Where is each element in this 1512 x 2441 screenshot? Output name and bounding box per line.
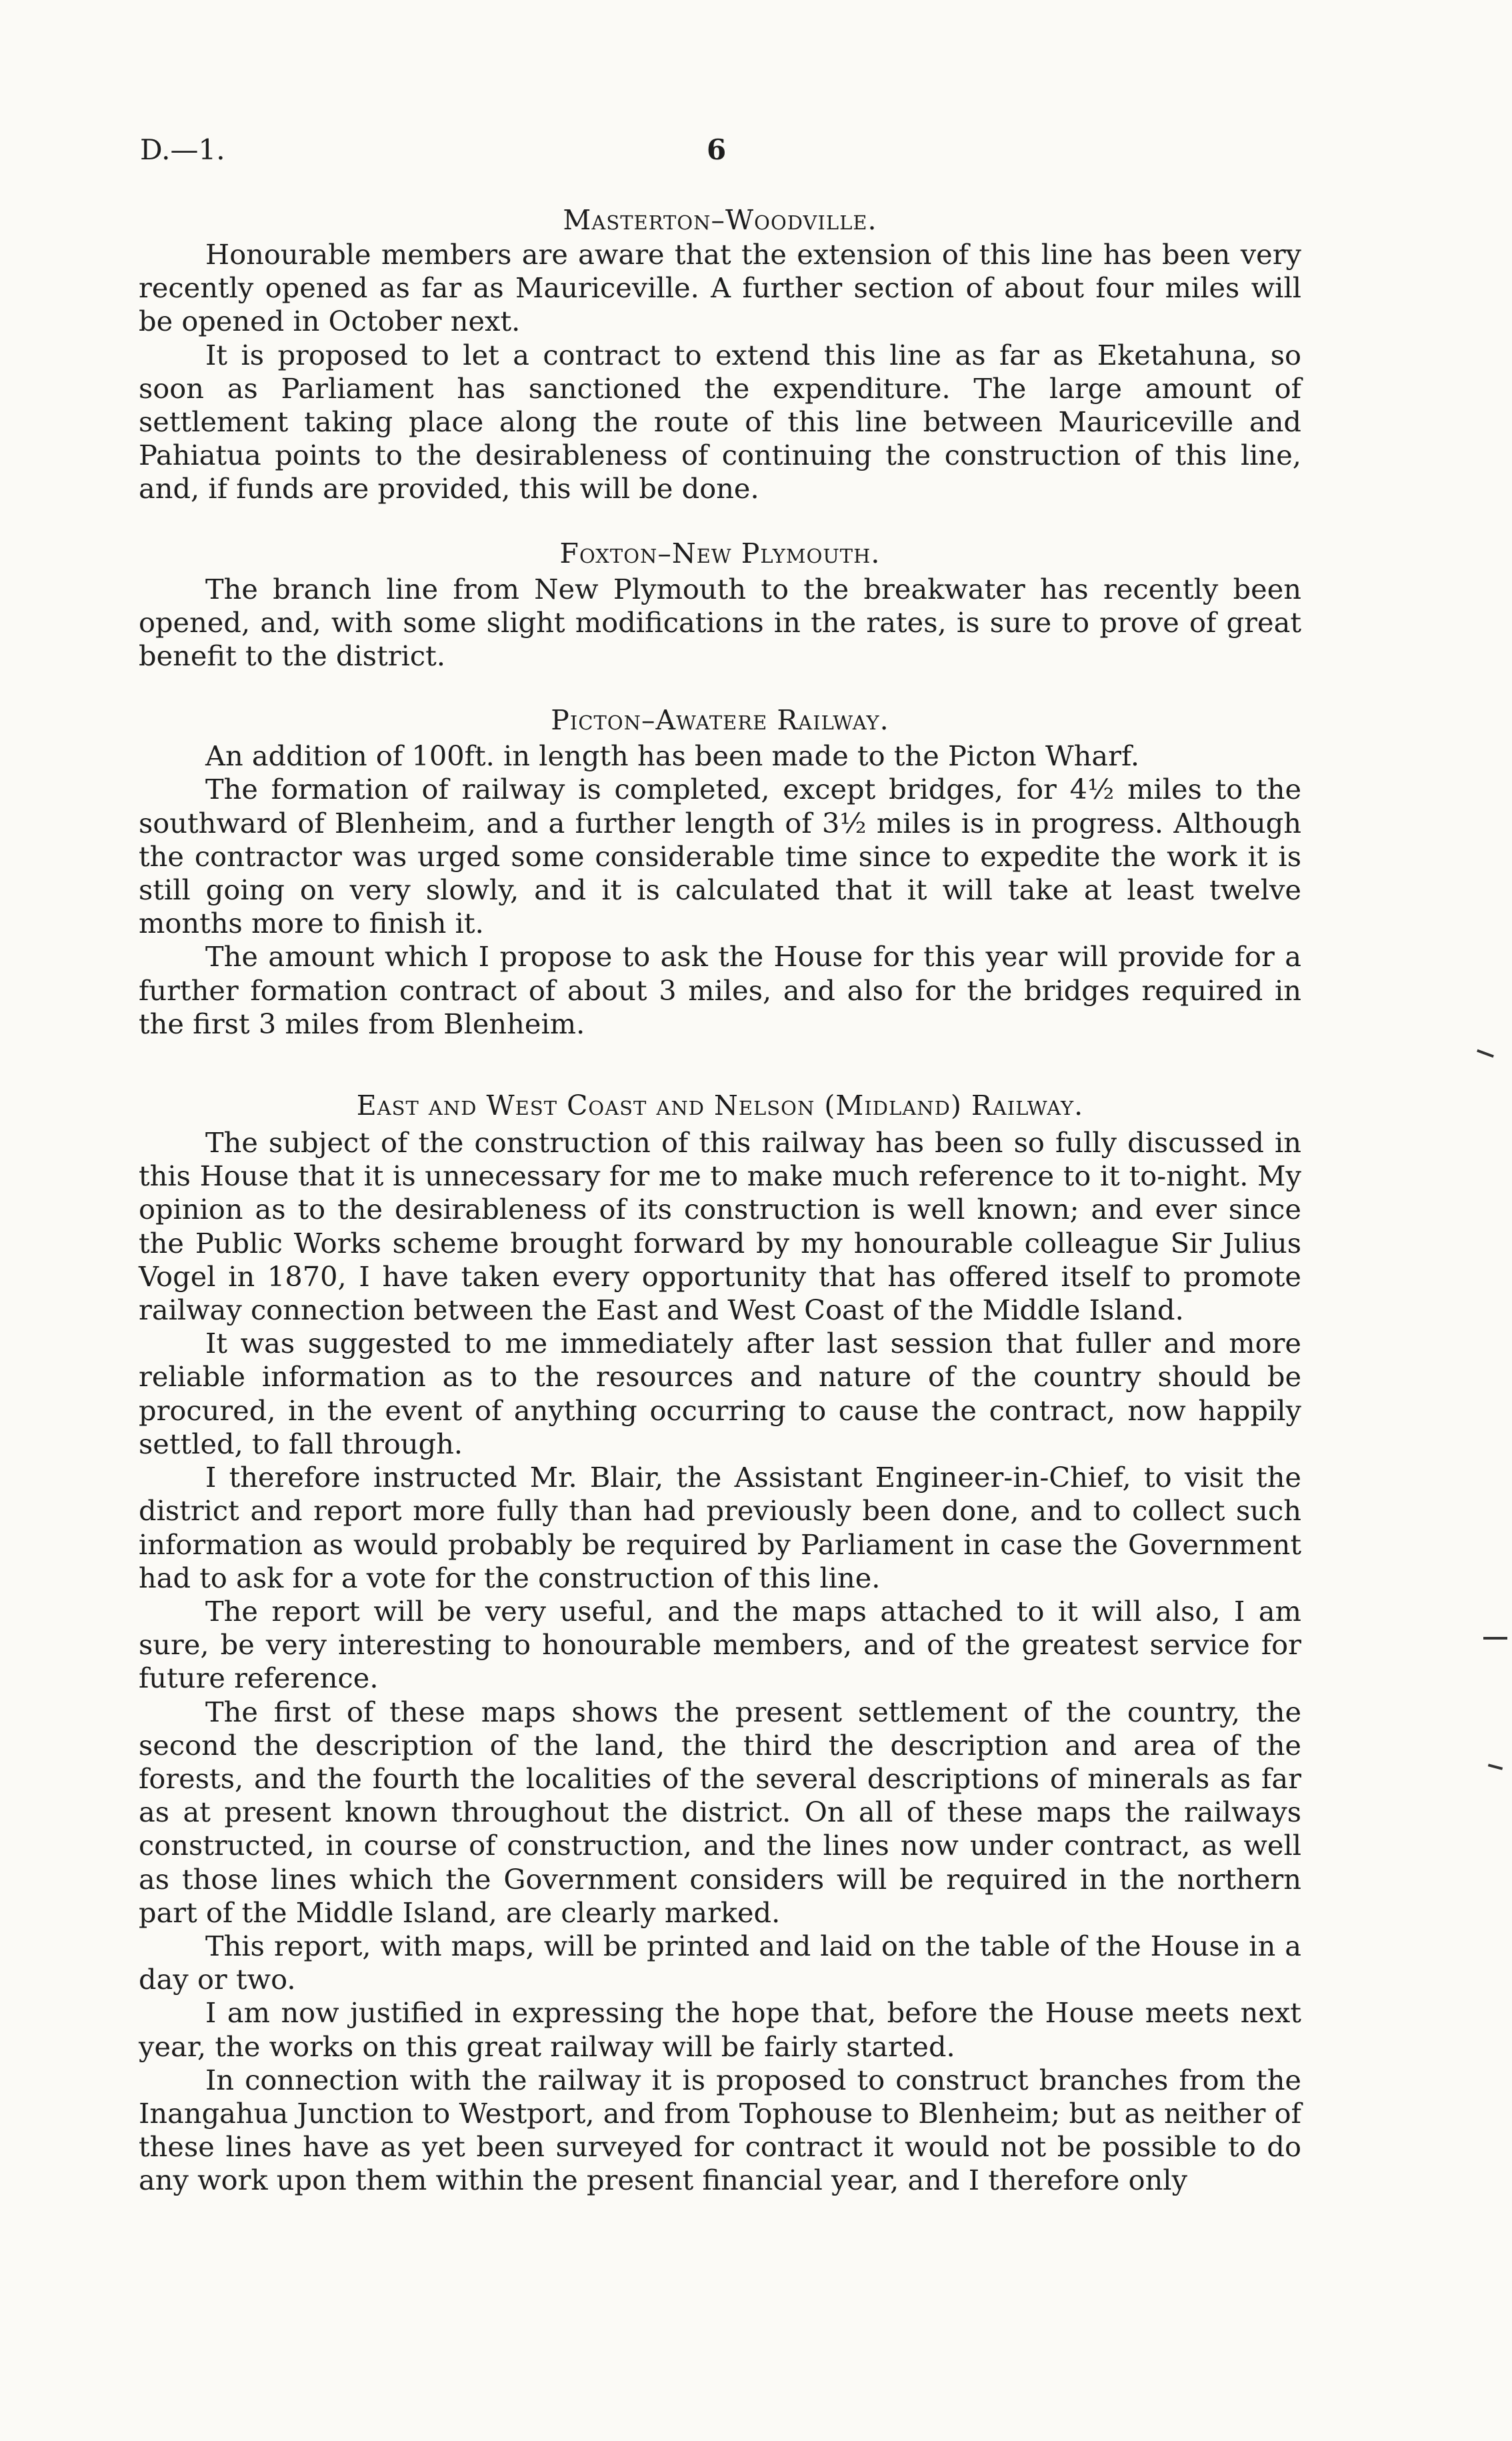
paragraph: This report, with maps, will be printed and laid on the table of the House in a day or two. [139,1929,1301,1996]
paragraph: The first of these maps shows the present settlement of the country, the second the description of the land, the third the description and area of the forests, and the fourth the localities of the several descriptions of minerals as far as at present known throughout the district. On all of these maps the railways constructed, in course of construction, and the lines now under contract, as well as those lines which the Government considers will be required in the northern part of the Middle Island, are clearly marked. [139,1695,1301,1929]
paragraph: An addition of 100ft. in length has been made to the Picton Wharf. [205,739,1140,773]
section-heading-foxton-new-plymouth: Foxton–New Plymouth. [559,537,881,569]
margin-mark [1488,1764,1503,1770]
document-body [139,203,1301,2198]
paragraph: The branch line from New Plymouth to the breakwater has recently been opened, and, with some slight modifications in the rates, is sure to prove of great benefit to the district. [139,572,1301,673]
section-heading-midland-railway: East and West Coast and Nelson (Midland) Railway. [356,1089,1084,1122]
margin-mark [1483,1637,1507,1640]
paragraph: I therefore instructed Mr. Blair, the Assistant Engineer-in-Chief, to visit the district and report more fully than had previously been done, and to collect such information as would probably be required by Parliament in case the Government had to ask for a vote for the construction of this line. [139,1461,1301,1594]
paragraph: Honourable members are aware that the extension of this line has been very recently opened as far as Mauriceville. A further section of about four miles will be opened in October next. [139,238,1301,338]
margin-mark [1477,1049,1494,1058]
paragraph: It is proposed to let a contract to extend this line as far as Eketahuna, so soon as Parliament has sanctioned the expenditure. The large amount of settlement taking place along the route of this line between Mauriceville and Pahiatua points to the desirableness of continuing the construction of this line, and, if funds are provided, this will be done. [139,338,1301,505]
section-heading-picton-awatere-railway: Picton–Awatere Railway. [551,704,889,737]
page-header [140,133,1300,180]
page-number: 6 [707,133,727,166]
section-heading-masterton-woodville: Masterton–Woodville. [563,204,877,236]
paragraph: In connection with the railway it is proposed to construct branches from the Inangahua Junction to Westport, and from Tophouse to Blenheim; but as neither of these lines have as yet been surveyed for contract it would not be possible to do any work upon them within the present financial year, and I therefore only [139,2063,1301,2197]
paragraph: The report will be very useful, and the maps attached to it will also, I am sure, be very interesting to honourable members, and of the greatest service for future reference. [139,1594,1301,1695]
paragraph: The formation of railway is completed, except bridges, for 4½ miles to the southward of Blenheim, and a further length of 3½ miles is in progress. Although the contractor was urged some considerable time since to expedite the work it is still going on very slowly, and it is calculated that it will take at least twelve months more to finish it. [139,773,1301,940]
document-code: D.—1. [140,133,225,166]
paragraph: The subject of the construction of this railway has been so fully discussed in this House that it is unnecessary for me to make much reference to it to-night. My opinion as to the desirableness of its construction is well known; and ever since the Public Works scheme brought forward by my honourable colleague Sir Julius Vogel in 1870, I have taken every opportunity that has offered itself to promote railway connection between the East and West Coast of the Middle Island. [139,1126,1301,1327]
paragraph: The amount which I propose to ask the House for this year will provide for a further formation contract of about 3 miles, and also for the bridges required in the first 3 miles from Blenheim. [139,940,1301,1040]
paragraph: It was suggested to me immediately after last session that fuller and more reliable information as to the resources and nature of the country should be procured, in the event of anything occurring to cause the contract, now happily settled, to fall through. [139,1327,1301,1460]
paragraph: I am now justified in expressing the hope that, before the House meets next year, the works on this great railway will be fairly started. [139,1996,1301,2063]
